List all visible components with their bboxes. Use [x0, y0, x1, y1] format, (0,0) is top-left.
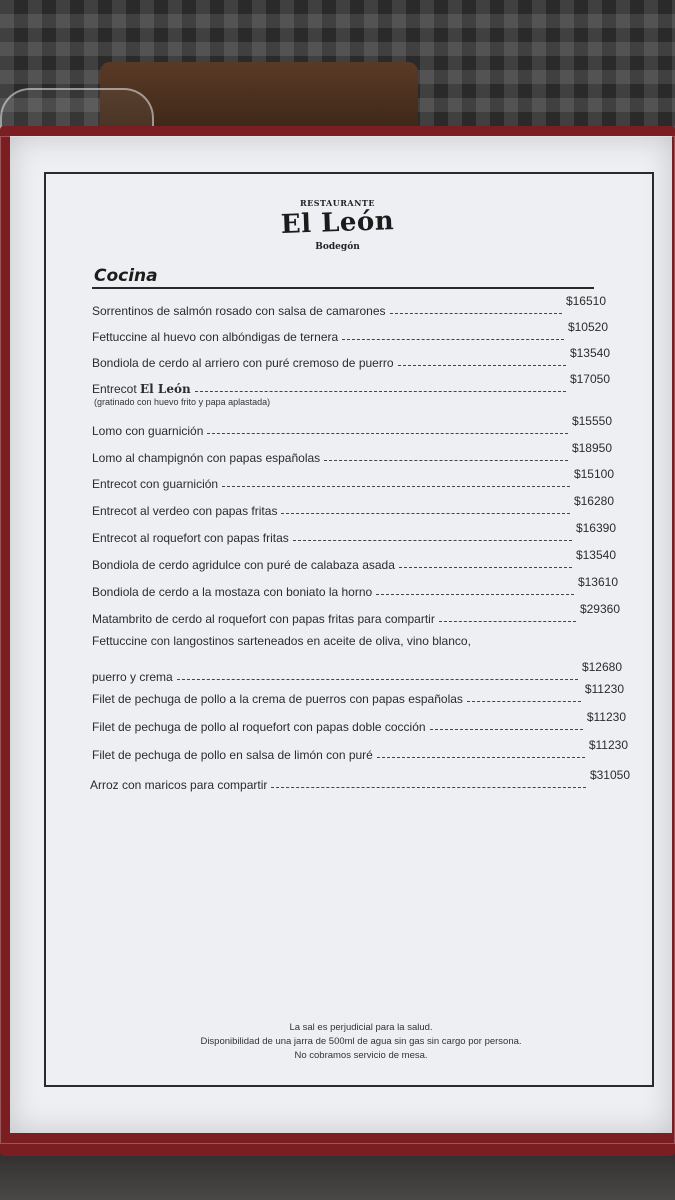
item-name: Bondiola de cerdo a la mostaza con boniato la horno	[92, 585, 373, 599]
leader-dots	[377, 757, 585, 758]
menu-item	[92, 710, 626, 734]
item-name: Arroz con maricos para compartir	[90, 778, 268, 792]
menu-item	[92, 320, 608, 344]
leader-dots	[467, 701, 581, 702]
menu-item	[92, 414, 612, 438]
menu-item	[92, 602, 620, 626]
restaurant-logo-name: El León	[280, 206, 395, 240]
section-title: Cocina	[94, 266, 158, 286]
leader-dots	[399, 567, 572, 568]
item-price: $16390	[575, 521, 616, 535]
item-name: Filet de pechuga de pollo al roquefort con papas doble cocción	[92, 720, 426, 734]
item-price: $13540	[575, 548, 616, 562]
item-price: $11230	[586, 710, 626, 724]
leader-dots	[222, 486, 570, 487]
item-note: (gratinado con huevo frito y papa aplastada)	[94, 397, 271, 407]
item-name: Bondiola de cerdo agridulce con puré de calabaza asada	[92, 558, 395, 572]
leader-dots	[430, 729, 583, 730]
logo-sub-label: Bodegón	[315, 242, 360, 252]
menu-item	[92, 467, 614, 491]
item-name: Bondiola de cerdo al arriero con puré cremoso de puerro	[92, 356, 394, 370]
item-name: Filet de pechuga de pollo en salsa de limón con puré	[92, 748, 373, 762]
item-name: Filet de pechuga de pollo a la crema de puerros con papas españolas	[92, 692, 463, 706]
menu-footer	[0, 1021, 675, 1063]
menu-item	[92, 738, 628, 762]
item-name-line1: Fettuccine con langostinos sarteneados en aceite de oliva, vino blanco,	[92, 634, 471, 648]
leader-dots	[207, 433, 568, 434]
item-name: Matambrito de cerdo al roquefort con papas fritas para compartir	[92, 612, 435, 626]
menu-item	[92, 660, 622, 684]
menu-item	[92, 682, 624, 706]
item-price: $31050	[589, 768, 630, 782]
logo-top-label: RESTAURANTE	[300, 198, 375, 208]
item-price: $12680	[581, 660, 622, 674]
leader-dots	[376, 594, 574, 595]
leader-dots	[293, 540, 572, 541]
item-price: $10520	[567, 320, 608, 334]
item-price: $29360	[579, 602, 620, 616]
item-price: $11230	[588, 738, 628, 752]
leader-dots	[271, 787, 586, 788]
item-price: $13610	[577, 575, 618, 589]
leader-dots	[439, 621, 576, 622]
item-name: Sorrentinos de salmón rosado con salsa de camarones	[92, 304, 386, 318]
item-name	[92, 382, 191, 396]
item-name: Entrecot al verdeo con papas fritas	[92, 504, 278, 518]
menu-item	[92, 575, 618, 599]
item-name: Lomo con guarnición	[92, 424, 204, 438]
menu-item	[92, 346, 610, 370]
item-name: Entrecot al roquefort con papas fritas	[92, 531, 289, 545]
item-name: Fettuccine al huevo con albóndigas de ternera	[92, 330, 339, 344]
item-name: Entrecot con guarnición	[92, 477, 219, 491]
footer-salt-notice: La sal es perjudicial para la salud.	[289, 1022, 433, 1033]
item-price: $16280	[573, 494, 614, 508]
item-price: $16510	[565, 294, 606, 308]
menu-item	[92, 521, 616, 545]
leader-dots	[324, 460, 568, 461]
item-price: $15100	[573, 467, 614, 481]
leader-dots	[390, 313, 562, 314]
item-price: $18950	[571, 441, 612, 455]
item-price: $13540	[569, 346, 610, 360]
item-name-bold: El León	[140, 382, 191, 396]
menu-item	[92, 494, 614, 518]
leader-dots	[398, 365, 566, 366]
leader-dots	[195, 391, 566, 392]
item-name: Lomo al champignón con papas españolas	[92, 451, 321, 465]
item-name: puerro y crema	[92, 670, 173, 684]
footer-water-notice: Disponibilidad de una jarra de 500ml de agua sin gas sin cargo por persona.	[200, 1036, 522, 1047]
leader-dots	[281, 513, 570, 514]
section-divider	[92, 287, 594, 289]
menu-item	[92, 548, 616, 572]
item-price: $17050	[569, 372, 610, 386]
menu-item-entrecot-el-leon	[92, 372, 610, 396]
item-price: $15550	[571, 414, 612, 428]
leader-dots	[342, 339, 564, 340]
menu-item	[90, 768, 630, 792]
menu-item	[92, 441, 612, 465]
menu-item	[92, 294, 606, 318]
item-price: $11230	[584, 682, 624, 696]
footer-service-notice: No cobramos servicio de mesa.	[294, 1050, 428, 1061]
item-name-prefix: Entrecot	[92, 382, 141, 396]
leader-dots	[177, 679, 578, 680]
